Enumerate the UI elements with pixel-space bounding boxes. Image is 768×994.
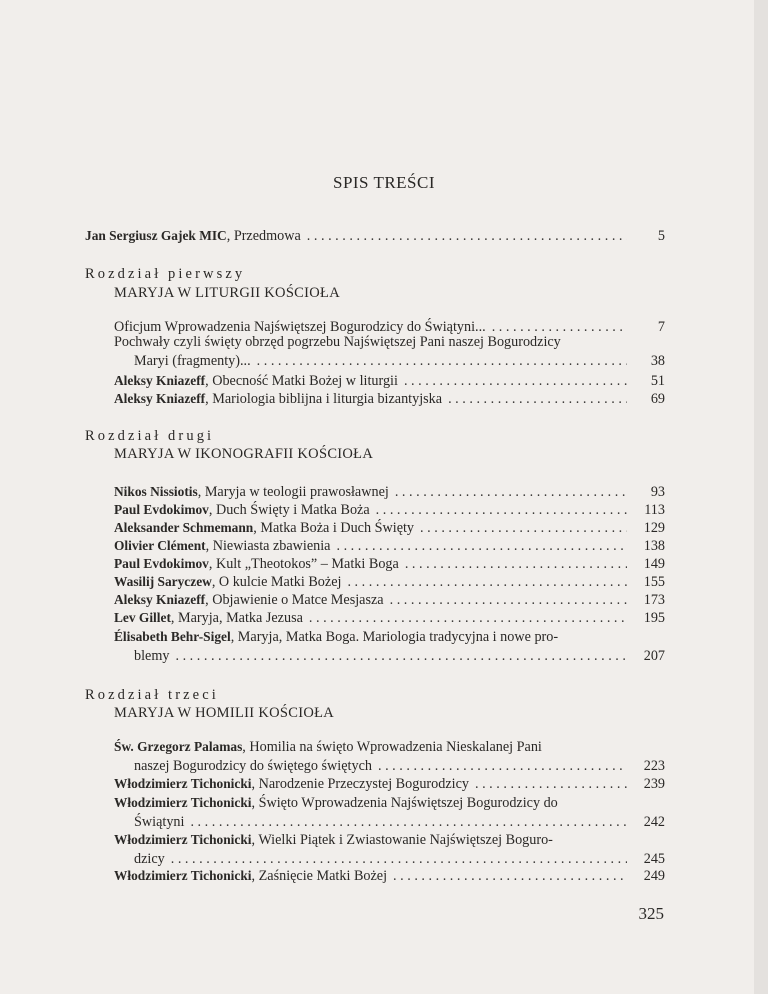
chapter-1-title: MARYJA W LITURGII KOŚCIOŁA [114, 285, 340, 301]
toc-entry[interactable] [114, 866, 665, 886]
leader-dots [393, 867, 627, 886]
entry-page: 242 [643, 814, 665, 830]
entry-title: , Maryja, Matka Boga. Mariologia tradycyjna i nowe pro- [230, 629, 559, 645]
page-number: 325 [638, 904, 664, 923]
entry-author: Aleksander Schmemann [114, 520, 254, 535]
leader-dots [475, 775, 627, 794]
entry-author: Aleksy Kniazeff [114, 373, 206, 388]
chapter-1-label: Rozdział pierwszy [85, 266, 246, 282]
entry-title: , Maryja, Matka Jezusa [170, 610, 303, 626]
entry-title: , O kulcie Matki Bożej [211, 574, 342, 590]
leader-dots [448, 390, 627, 409]
entry-page: 129 [643, 520, 665, 536]
entry-page: 138 [643, 538, 665, 554]
leader-dots [257, 352, 627, 371]
entry-page: 245 [643, 851, 665, 867]
entry-title: , Duch Święty i Matka Boża [208, 502, 370, 518]
entry-author: Aleksy Kniazeff [114, 592, 206, 607]
page-edge-shadow [754, 0, 768, 994]
entry-title: Oficjum Wprowadzenia Najświętszej Bogurodzicy do Świątyni... [114, 319, 486, 335]
entry-title: , Wielki Piątek i Zwiastowanie Najświętszej Boguro- [251, 832, 553, 848]
entry-author: Nikos Nissiotis [114, 484, 198, 499]
entry-page: 149 [643, 556, 665, 572]
entry-title: , Zaśnięcie Matki Bożej [251, 868, 388, 884]
toc-entry[interactable] [114, 333, 665, 371]
entry-author: Lev Gillet [114, 610, 171, 625]
toc-entry[interactable] [114, 793, 665, 832]
entry-title-cont: Maryi (fragmenty)... [134, 353, 251, 369]
entry-page: 93 [650, 484, 665, 500]
entry-title: , Matka Boża i Duch Święty [253, 520, 415, 536]
entry-page: 223 [643, 758, 665, 774]
entry-title: , Homilia na święto Wprowadzenia Nieskalanej Pani [242, 739, 542, 755]
entry-page: 51 [650, 373, 665, 389]
entry-author: Olivier Clément [114, 538, 206, 553]
entry-author: Wasilij Saryczew [114, 574, 212, 589]
chapter-2-title: MARYJA W IKONOGRAFII KOŚCIOŁA [114, 446, 374, 462]
entry-title: , Kult „Theotokos” – Matki Boga [208, 556, 399, 572]
entry-page: 155 [643, 574, 665, 590]
entry-author: Św. Grzegorz Palamas [114, 739, 243, 754]
toc-entry[interactable] [114, 572, 665, 592]
chapter-3-title: MARYJA W HOMILII KOŚCIOŁA [114, 705, 335, 721]
toc-entry[interactable] [114, 627, 665, 666]
entry-title-cont: dzicy [134, 851, 165, 867]
entry-author: Włodzimierz Tichonicki [114, 868, 252, 883]
toc-entry[interactable] [114, 608, 665, 628]
toc-entry-intro[interactable] [85, 226, 665, 246]
entry-page: 7 [657, 319, 665, 335]
entry-page: 249 [643, 868, 665, 884]
entry-page: 207 [643, 648, 665, 664]
entry-page: 38 [650, 353, 665, 369]
entry-title: , Przedmowa [226, 228, 301, 244]
entry-title-cont: blemy [134, 648, 170, 664]
entry-author: Élisabeth Behr-Sigel [114, 629, 231, 644]
entry-page: 5 [657, 228, 665, 244]
entry-title: , Objawienie o Matce Mesjasza [205, 592, 384, 608]
toc-entry[interactable] [114, 518, 665, 538]
entry-author: Włodzimierz Tichonicki [114, 776, 252, 791]
entry-author: Włodzimierz Tichonicki [114, 832, 252, 847]
leader-dots [307, 227, 627, 246]
toc-entry[interactable] [114, 389, 665, 409]
entry-author: Paul Evdokimov [114, 556, 209, 571]
entry-title: , Maryja w teologii prawosławnej [197, 484, 389, 500]
toc-entry[interactable] [114, 482, 665, 502]
leader-dots [175, 647, 627, 666]
entry-title-cont: naszej Bogurodzicy do świętego świętych [134, 758, 372, 774]
toc-entry[interactable] [114, 536, 665, 556]
toc-entry[interactable] [114, 774, 665, 794]
toc-entry[interactable] [114, 737, 665, 776]
entry-title: , Narodzenie Przeczystej Bogurodzicy [251, 776, 469, 792]
page-title: SPIS TREŚCI [332, 173, 436, 192]
entry-title: , Obecność Matki Bożej w liturgii [205, 373, 398, 389]
toc-entry[interactable] [114, 500, 665, 520]
toc-entry[interactable] [114, 371, 665, 391]
entry-page: 239 [643, 776, 665, 792]
entry-page: 173 [643, 592, 665, 608]
entry-title: Pochwały czyli święty obrzęd pogrzebu Najświętszej Pani naszej Bogurodzicy [114, 334, 561, 350]
entry-author: Jan Sergiusz Gajek MIC [85, 228, 227, 243]
entry-page: 113 [644, 502, 665, 518]
toc-entry[interactable] [114, 590, 665, 610]
toc-entry[interactable] [114, 554, 665, 574]
chapter-2-label: Rozdział drugi [85, 428, 215, 444]
entry-title-cont: Świątyni [134, 814, 185, 830]
entry-title: , Święto Wprowadzenia Najświętszej Bogurodzicy do [251, 795, 558, 811]
entry-page: 195 [643, 610, 665, 626]
toc-entry[interactable] [114, 830, 665, 869]
entry-title: , Niewiasta zbawienia [205, 538, 331, 554]
entry-author: Paul Evdokimov [114, 502, 209, 517]
chapter-3-label: Rozdział trzeci [85, 687, 219, 703]
entry-author: Aleksy Kniazeff [114, 391, 206, 406]
entry-title: , Mariologia biblijna i liturgia bizantyjska [205, 391, 443, 407]
entry-author: Włodzimierz Tichonicki [114, 795, 252, 810]
leader-dots [309, 609, 627, 628]
entry-page: 69 [650, 391, 665, 407]
